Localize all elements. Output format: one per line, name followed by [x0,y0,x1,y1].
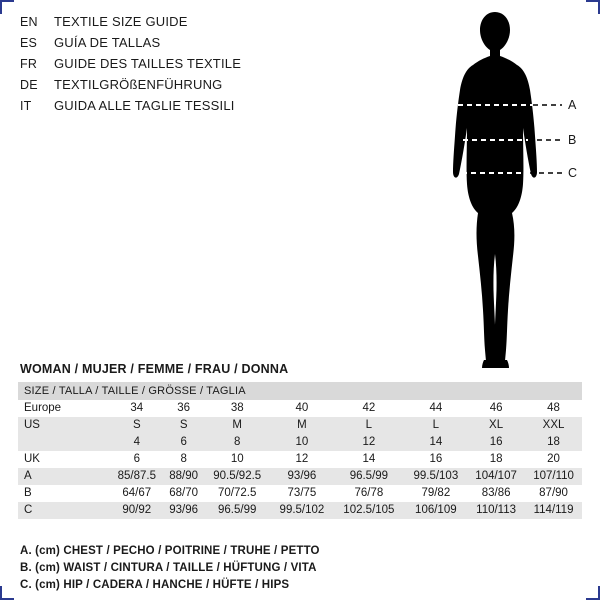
table-row [18,468,582,485]
cell: 90/92 [110,502,164,519]
row-label-uk: UK [18,451,110,468]
section-title-woman: WOMAN / MUJER / FEMME / FRAU / DONNA [20,362,289,376]
language-title-list [20,14,350,119]
table-row [18,434,582,451]
table-header-row [18,382,582,400]
cell: 44 [405,400,467,417]
cell: 12 [333,434,404,451]
table-row [18,417,582,434]
measure-label-a: A [568,98,577,112]
row-label-us: US [18,417,110,434]
cell: 99.5/102 [271,502,333,519]
female-silhouette-icon [400,8,590,368]
cell: S [164,417,204,434]
footnote-b: B. (cm) WAIST / CINTURA / TAILLE / HÜFTUNG / VITA [20,562,317,574]
table-row [18,400,582,417]
body-figure [400,8,590,368]
footnote-a: A. (cm) CHEST / PECHO / POITRINE / TRUHE / PETTO [20,545,320,557]
corner-mark-bottom-right [586,586,600,600]
cell: 83/86 [467,485,525,502]
language-row-en [20,14,350,35]
language-title-de: TEXTILGRÖßENFÜHRUNG [54,77,223,92]
language-title-es: GUÍA DE TALLAS [54,35,161,50]
corner-mark-top-left [0,0,14,14]
cell: 64/67 [110,485,164,502]
cell: 90.5/92.5 [204,468,271,485]
cell: 18 [525,434,582,451]
language-row-it [20,98,350,119]
cell: 6 [110,451,164,468]
cell: S [110,417,164,434]
cell: 38 [204,400,271,417]
cell: XL [467,417,525,434]
language-row-de [20,77,350,98]
cell: 88/90 [164,468,204,485]
corner-mark-bottom-left [0,586,14,600]
row-label-a: A [18,468,110,485]
cell: 20 [525,451,582,468]
language-row-fr [20,56,350,77]
language-code-fr: FR [20,57,38,71]
cell: 16 [405,451,467,468]
footnote-c: C. (cm) HIP / CADERA / HANCHE / HÜFTE / HIPS [20,579,290,591]
cell: M [271,417,333,434]
cell: 107/110 [525,468,582,485]
row-label-europe: Europe [18,400,110,417]
table-row [18,485,582,502]
language-title-it: GUIDA ALLE TAGLIE TESSILI [54,98,235,113]
cell: 104/107 [467,468,525,485]
cell: 14 [405,434,467,451]
cell: 93/96 [271,468,333,485]
cell: 40 [271,400,333,417]
cell: L [333,417,404,434]
cell: 8 [204,434,271,451]
cell: XXL [525,417,582,434]
cell: 16 [467,434,525,451]
cell: 106/109 [405,502,467,519]
language-title-fr: GUIDE DES TAILLES TEXTILE [54,56,242,71]
language-code-es: ES [20,36,38,50]
cell: 87/90 [525,485,582,502]
cell: 34 [110,400,164,417]
cell: 36 [164,400,204,417]
cell: 73/75 [271,485,333,502]
row-label-c: C [18,502,110,519]
size-table [18,382,582,519]
measure-label-b: B [568,133,577,147]
cell: 96.5/99 [204,502,271,519]
cell: 68/70 [164,485,204,502]
cell: 114/119 [525,502,582,519]
measurement-legend [20,543,490,594]
cell: 10 [271,434,333,451]
cell: 85/87.5 [110,468,164,485]
measure-label-c: C [568,166,578,180]
cell: 42 [333,400,404,417]
cell: 10 [204,451,271,468]
cell: 70/72.5 [204,485,271,502]
cell: 96.5/99 [333,468,404,485]
cell: L [405,417,467,434]
cell: 46 [467,400,525,417]
table-header-label: SIZE / TALLA / TAILLE / GRÖSSE / TAGLIA [18,382,582,400]
cell: 48 [525,400,582,417]
language-row-es [20,35,350,56]
cell: 14 [333,451,404,468]
cell: 76/78 [333,485,404,502]
language-code-de: DE [20,78,38,92]
language-code-it: IT [20,99,32,113]
row-label-us-numeric [18,434,110,451]
language-title-en: TEXTILE SIZE GUIDE [54,14,188,29]
cell: 8 [164,451,204,468]
cell: 110/113 [467,502,525,519]
cell: 79/82 [405,485,467,502]
cell: 6 [164,434,204,451]
cell: 12 [271,451,333,468]
cell: 4 [110,434,164,451]
table-row [18,502,582,519]
cell: M [204,417,271,434]
table-row [18,451,582,468]
cell: 102.5/105 [333,502,404,519]
cell: 93/96 [164,502,204,519]
language-code-en: EN [20,15,38,29]
cell: 18 [467,451,525,468]
cell: 99.5/103 [405,468,467,485]
row-label-b: B [18,485,110,502]
